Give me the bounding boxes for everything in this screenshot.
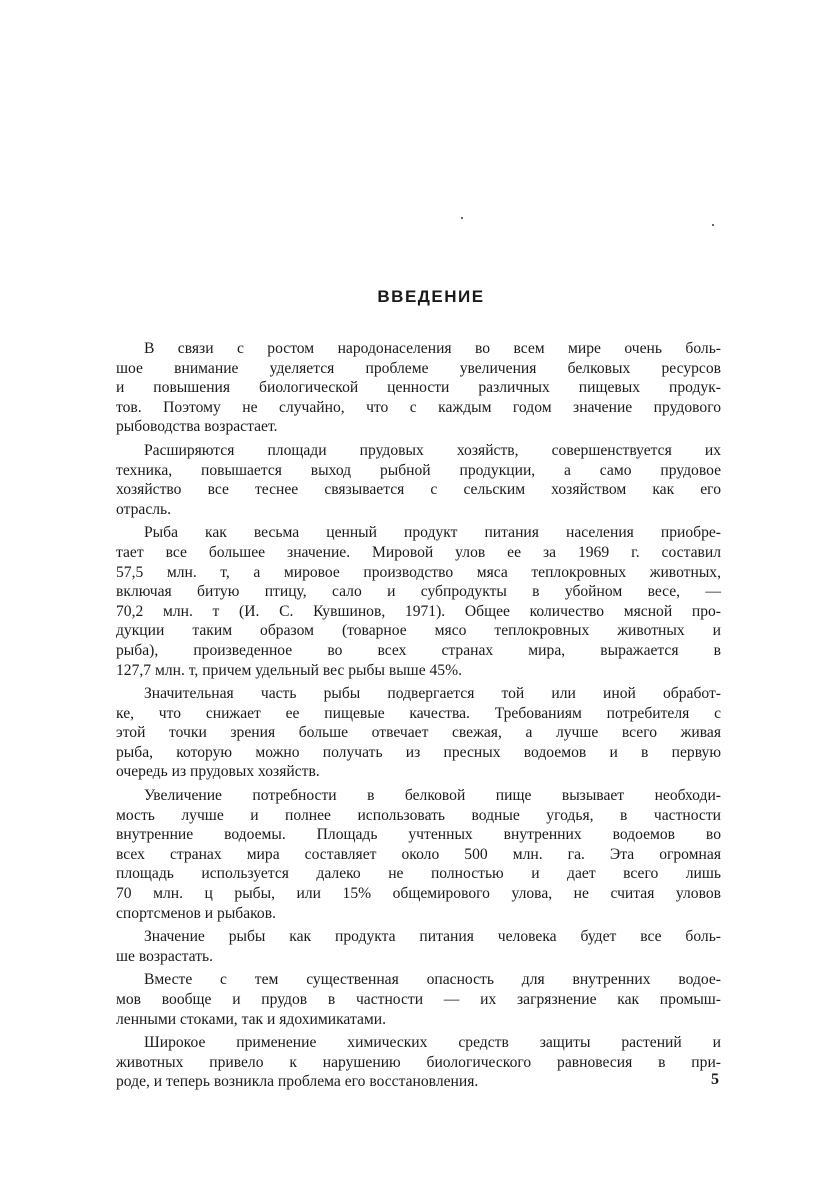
text-line: ше возрастать.: [116, 947, 214, 965]
text-line: тов. Поэтому не случайно, что с каждым годом значение прудового: [116, 398, 721, 416]
text-line: роде, и теперь возникла проблема его восстановления.: [116, 1073, 479, 1091]
text-line: хозяйство все теснее связывается с сельским хозяйством как его: [116, 481, 721, 499]
text-line: Вместе с тем существенная опасность для внутренних водое-: [144, 971, 721, 989]
text-line: рыба, которую можно получать из пресных водоемов и в первую: [116, 743, 721, 761]
text-line: 57,5 млн. т, а мировое производство мяса теплокровных животных,: [116, 563, 721, 581]
text-line: Увеличение потребности в белковой пище вызывает необходи-: [144, 787, 721, 805]
text-line: отрасль.: [116, 500, 172, 518]
text-line: Расширяются площади прудовых хозяйств, совершенствуется их: [144, 441, 721, 459]
text-line: рыба), произведенное во всех странах мира, выражается в: [116, 641, 721, 659]
print-speck: [712, 224, 714, 226]
paragraph: [116, 1033, 721, 1092]
text-line: мов вообще и прудов в частности — их загрязнение как промыш-: [116, 991, 721, 1008]
text-line: внутренние водоемы. Площадь учтенных внутренних водоемов во: [116, 826, 721, 844]
text-line: ленными стоками, так и ядохимикатами.: [116, 1010, 386, 1028]
text-line: Значительная часть рыбы подвергается той или иной обработ-: [144, 685, 721, 703]
body-text: [116, 339, 721, 1096]
paragraph: [116, 684, 721, 782]
paragraph: [116, 786, 721, 923]
text-line: Широкое применение химических средств защиты растений и: [144, 1034, 721, 1052]
text-line: всех странах мира составляет около 500 млн. га. Эта огромная: [116, 845, 721, 863]
text-line: Рыба как весьма ценный продукт питания населения приобре-: [144, 524, 721, 542]
paragraph: [116, 523, 721, 680]
text-line: и повышения биологической ценности различных пищевых продук-: [116, 379, 721, 397]
paragraph: [116, 970, 721, 1029]
page-number: 5: [711, 1071, 719, 1088]
text-line: 127,7 млн. т, причем удельный вес рыбы выше 45%.: [116, 661, 462, 679]
text-line: этой точки зрения больше отвечает свежая, а лучше всего живая: [116, 724, 721, 742]
text-line: рыбоводства возрастает.: [116, 418, 278, 436]
text-line: дукции таким образом (товарное мясо теплокровных животных и: [116, 622, 721, 640]
paragraph: [116, 441, 721, 519]
text-line: площадь используется далеко не полностью и дает всего лишь: [116, 865, 721, 883]
chapter-heading: ВВЕДЕНИЕ: [377, 287, 485, 306]
print-speck: [461, 217, 463, 219]
text-line: 70,2 млн. т (И. С. Кувшинов, 1971). Общее количество мясной про-: [116, 602, 721, 620]
text-line: спортсменов и рыбаков.: [116, 904, 276, 922]
text-line: животных привело к нарушению биологического равновесия в при-: [116, 1053, 721, 1071]
text-line: В связи с ростом народонаселения во всем мире очень боль-: [144, 340, 721, 357]
text-line: 70 млн. ц рыбы, или 15% общемирового улова, не считая уловов: [116, 885, 721, 903]
text-line: тает все большее значение. Мировой улов ее за 1969 г. составил: [116, 543, 721, 561]
paragraph: [116, 339, 721, 437]
text-line: шое внимание уделяется проблеме увеличения белковых ресурсов: [116, 359, 721, 377]
paragraph: [116, 927, 721, 966]
text-line: включая битую птицу, сало и субпродукты в убойном весе, —: [116, 583, 721, 601]
text-line: Значение рыбы как продукта питания человека будет все боль-: [144, 928, 721, 946]
text-line: ке, что снижает ее пищевые качества. Требованиям потребителя с: [116, 704, 721, 722]
text-line: очередь из прудовых хозяйств.: [116, 763, 320, 781]
text-line: мость лучше и полнее использовать водные угодья, в частности: [116, 806, 721, 824]
text-line: техника, повышается выход рыбной продукции, а само прудовое: [116, 461, 721, 479]
